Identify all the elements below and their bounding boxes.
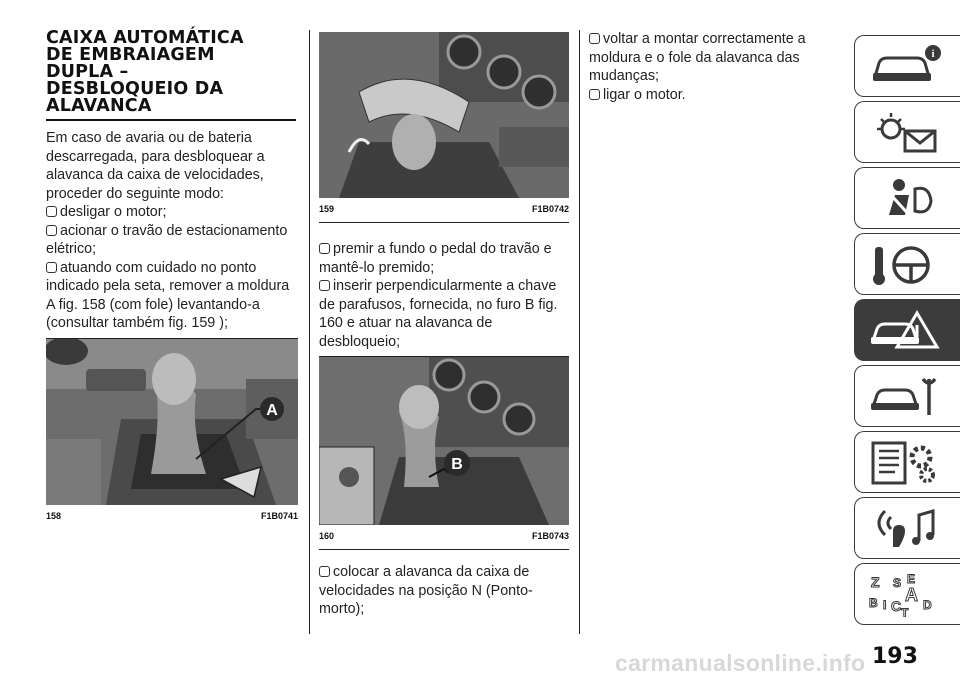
multimedia-icon bbox=[865, 505, 945, 551]
chapter-tab-safety[interactable] bbox=[854, 167, 960, 229]
safety-airbag-icon bbox=[865, 175, 945, 221]
figure-number: 159 bbox=[319, 204, 335, 214]
svg-text:B: B bbox=[869, 596, 878, 610]
chapter-tab-warning-lights[interactable] bbox=[854, 101, 960, 163]
step-item: atuando com cuidado no ponto indicado pela seta, remover a moldura A fig. 158 (com fole) levantando-a (consultar também fig. 159 ); bbox=[46, 259, 290, 331]
column-divider bbox=[309, 30, 310, 634]
step-item: ligar o motor. bbox=[589, 86, 834, 105]
technical-data-icon bbox=[865, 439, 945, 485]
gear-lever-photo-158 bbox=[46, 339, 298, 505]
svg-text:D: D bbox=[923, 598, 932, 612]
step-item: voltar a montar correctamente a moldura e o fole da alavanca das mudanças; bbox=[589, 31, 806, 84]
gear-lever-photo-160 bbox=[319, 357, 569, 525]
chapter-tab-emergency[interactable] bbox=[854, 299, 960, 361]
figure-code: F1B0741 bbox=[260, 511, 298, 521]
chapter-tab-maintenance[interactable] bbox=[854, 365, 960, 427]
svg-text:I: I bbox=[883, 598, 887, 612]
figure-number: 160 bbox=[319, 531, 335, 541]
checkbox-bullet-icon bbox=[589, 33, 600, 44]
column-divider bbox=[579, 30, 580, 634]
chapter-tab-technical-data[interactable] bbox=[854, 431, 960, 493]
page-number: 193 bbox=[872, 644, 918, 669]
step-item: inserir perpendicularmente a chave de parafusos, fornecida, no furo B fig. 160 e atuar na alavanca de desbloqueio; bbox=[319, 278, 558, 350]
callout-a: A bbox=[266, 402, 278, 419]
column-3 bbox=[589, 30, 834, 104]
column-2-text-bottom bbox=[319, 563, 569, 619]
figure-158 bbox=[46, 338, 298, 521]
figure-number: 158 bbox=[46, 511, 62, 521]
warning-lights-icon bbox=[865, 109, 945, 155]
step-item: acionar o travão de estacionamento elétrico; bbox=[46, 222, 288, 257]
checkbox-bullet-icon bbox=[319, 566, 330, 577]
step-item: desligar o motor; bbox=[46, 203, 296, 222]
checkbox-bullet-icon bbox=[46, 225, 57, 236]
figure-160 bbox=[319, 356, 569, 550]
figure-159 bbox=[319, 32, 569, 223]
column-1 bbox=[46, 30, 296, 333]
intro-paragraph: Em caso de avaria ou de bateria descarregada, para desbloquear a alavanca da caixa de velocidades, proceder do seguinte modo: bbox=[46, 130, 265, 202]
maintenance-icon bbox=[865, 373, 945, 419]
checkbox-bullet-icon bbox=[46, 206, 57, 217]
step-item: premir a fundo o pedal do travão e mantê-lo premido; bbox=[319, 241, 552, 276]
index-icon bbox=[865, 571, 945, 617]
emergency-icon bbox=[865, 307, 945, 353]
checkbox-bullet-icon bbox=[46, 262, 57, 273]
figure-caption bbox=[319, 531, 569, 541]
gear-lever-photo-159 bbox=[319, 32, 569, 198]
chapter-tab-car-info[interactable] bbox=[854, 35, 960, 97]
starting-driving-icon bbox=[865, 241, 945, 287]
svg-text:E: E bbox=[907, 572, 916, 586]
checkbox-bullet-icon bbox=[319, 243, 330, 254]
chapter-tab-multimedia[interactable] bbox=[854, 497, 960, 559]
figure-bottom-rule bbox=[319, 222, 569, 223]
checkbox-bullet-icon bbox=[319, 280, 330, 291]
callout-b: B bbox=[451, 456, 463, 473]
step-item: colocar a alavanca da caixa de velocidades na posição N (Ponto-morto); bbox=[319, 564, 533, 617]
checkbox-bullet-icon bbox=[589, 89, 600, 100]
figure-caption bbox=[319, 204, 569, 214]
svg-text:A: A bbox=[905, 585, 918, 605]
svg-text:T: T bbox=[901, 606, 909, 617]
svg-text:Z: Z bbox=[871, 574, 880, 590]
chapter-tab-starting-driving[interactable] bbox=[854, 233, 960, 295]
figure-caption bbox=[46, 511, 298, 521]
figure-bottom-rule bbox=[319, 549, 569, 550]
svg-text:i: i bbox=[931, 48, 935, 60]
section-title: CAIXA AUTOMÁTICA DE EMBRAIAGEM DUPLA – DESBLOQUEIO DA ALAVANCA bbox=[46, 28, 244, 116]
svg-text:S: S bbox=[893, 576, 902, 590]
figure-code: F1B0743 bbox=[531, 531, 569, 541]
title-underline bbox=[46, 119, 296, 121]
watermark: carmanualsonline.info bbox=[615, 650, 866, 676]
svg-text:C: C bbox=[891, 598, 902, 614]
column-2-text-top bbox=[319, 240, 569, 351]
car-info-icon bbox=[865, 43, 945, 89]
figure-code: F1B0742 bbox=[531, 204, 569, 214]
chapter-tab-index[interactable] bbox=[854, 563, 960, 625]
